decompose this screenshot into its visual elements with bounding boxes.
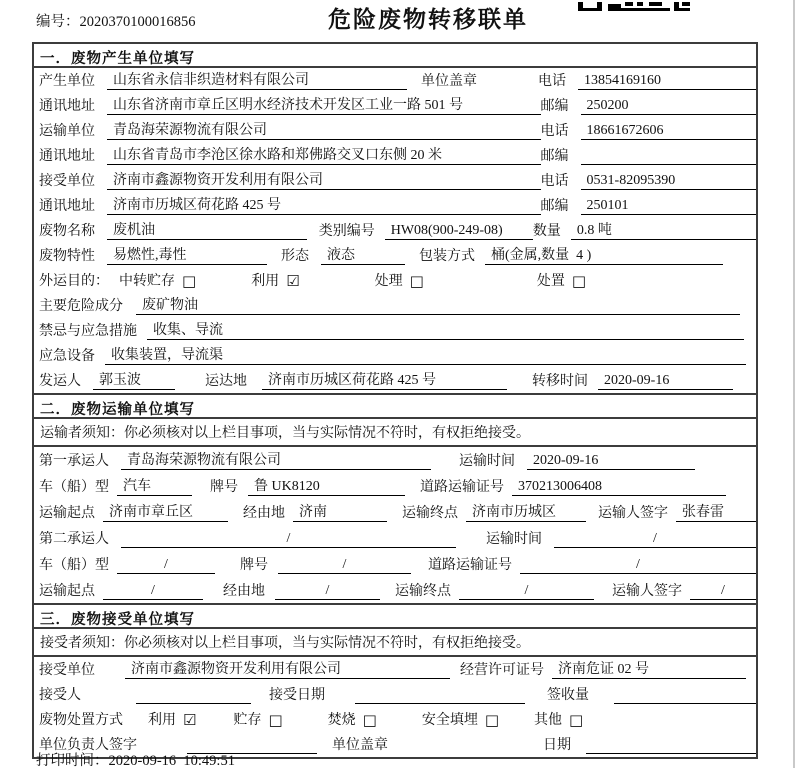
waste-name-field[interactable]: 废机油 <box>107 221 307 240</box>
shipper-row <box>34 368 756 393</box>
producer-seal-label: 单位盖章 <box>421 74 477 89</box>
route2-sign-field[interactable]: / <box>690 581 756 600</box>
carrier1-label: 第一承运人 <box>39 454 109 469</box>
purpose-option-dispose <box>537 270 586 290</box>
received-qty-field[interactable] <box>614 685 756 704</box>
waste-name-row <box>34 218 756 243</box>
section-producer <box>32 42 758 395</box>
receiver-row <box>34 168 756 193</box>
vehicle2-license-field[interactable]: / <box>520 555 756 574</box>
receive-unit-row <box>34 657 756 682</box>
carrier1-time-label: 运输时间 <box>459 454 515 469</box>
equipment-field[interactable]: 收集装置，导流渠 <box>105 346 746 365</box>
sign-date-field[interactable] <box>586 735 756 754</box>
purpose-option-transfer-storage <box>119 270 196 290</box>
disposal-option-storage <box>233 709 282 729</box>
vehicle1-plate-label: 牌号 <box>210 480 238 495</box>
waste-pack-field[interactable]: 桶(金属,数量 4 ) <box>485 246 723 265</box>
option-label: 焚烧 <box>327 713 356 728</box>
route1-row <box>34 499 756 525</box>
route2-via-label: 经由地 <box>223 584 265 599</box>
sign-date-label: 日期 <box>543 738 571 753</box>
taboo-label: 禁忌与应急措施 <box>39 324 137 339</box>
producer-zip-label: 邮编 <box>540 99 569 114</box>
option-label: 处置 <box>536 274 565 289</box>
disposal-other-checkbox[interactable]: □ <box>569 711 584 729</box>
option-label: 其他 <box>534 713 563 728</box>
shipper-dest-label: 运达地 <box>205 374 247 389</box>
route2-via-field[interactable]: / <box>275 581 380 600</box>
transporter-phone-field[interactable]: 18661672606 <box>581 121 756 140</box>
route1-sign-label: 运输人签字 <box>598 506 668 521</box>
purpose-row <box>34 268 756 293</box>
route1-start-label: 运输起点 <box>39 506 95 521</box>
receiver-zip-label: 邮编 <box>540 199 569 214</box>
form-body <box>32 42 758 759</box>
hazard-row <box>34 293 756 318</box>
doc-number-value: 2020370100016856 <box>79 14 196 30</box>
route1-start-field[interactable]: 济南市章丘区 <box>103 503 228 522</box>
accept-date-label: 接受日期 <box>269 688 325 703</box>
waste-props-row <box>34 243 756 268</box>
vehicle2-type-label: 车（船）型 <box>39 558 109 573</box>
vehicle2-license-label: 道路运输证号 <box>428 558 512 573</box>
vehicle1-license-label: 道路运输证号 <box>420 480 504 495</box>
vehicle1-license-field[interactable]: 370213006408 <box>512 477 726 496</box>
treat-checkbox[interactable]: □ <box>409 272 424 290</box>
received-qty-label: 签收量 <box>547 688 589 703</box>
section-receive <box>32 603 758 759</box>
route1-sign-field[interactable]: 张春雷 <box>676 503 756 522</box>
waste-form-label: 形态 <box>281 249 309 264</box>
transporter-value-field[interactable]: 青岛海荣源物流有限公司 <box>107 121 541 140</box>
producer-address-row <box>34 93 756 118</box>
vehicle1-row <box>34 473 756 499</box>
permit-field[interactable]: 济南危证 02 号 <box>552 660 746 679</box>
receiver-phone-field[interactable]: 0531-82095390 <box>581 171 756 190</box>
route1-end-label: 运输终点 <box>402 506 458 521</box>
option-label: 利用 <box>148 713 176 728</box>
receiver-zip-field[interactable]: 250101 <box>581 196 756 215</box>
route2-start-label: 运输起点 <box>39 584 95 599</box>
route1-via-field[interactable]: 济南 <box>293 503 387 522</box>
equipment-row <box>34 343 756 368</box>
print-time-value: 2020-09-16 10:49:51 <box>108 753 235 768</box>
acceptor-name-field[interactable] <box>136 685 251 704</box>
producer-phone-field[interactable]: 13854169160 <box>578 71 756 90</box>
shipper-dest-field[interactable]: 济南市历城区荷花路 425 号 <box>262 371 507 390</box>
receiver-label: 接受单位 <box>39 174 95 189</box>
hazard-label: 主要危险成分 <box>39 299 123 314</box>
route1-via-label: 经由地 <box>243 506 285 521</box>
option-label: 贮存 <box>233 713 262 728</box>
vehicle1-type-field[interactable]: 汽车 <box>117 477 192 496</box>
waste-pack-label: 包装方式 <box>419 249 475 264</box>
waste-name-label: 废物名称 <box>39 224 95 239</box>
disposal-option-landfill <box>422 709 499 729</box>
shipper-name-field[interactable]: 郭玉波 <box>93 371 175 390</box>
qr-code-fragment <box>578 0 690 16</box>
transport-notice: 运输者须知：你必须核对以上栏目事项，当与实际情况不符时，有权拒绝接受。 <box>34 419 756 447</box>
disposal-incinerate-checkbox[interactable]: □ <box>362 711 377 729</box>
transporter-zip-field[interactable] <box>581 146 756 165</box>
unit-seal-label: 单位盖章 <box>332 738 388 753</box>
receive-notice: 接受者须知：你必须核对以上栏目事项，当与实际情况不符时，有权拒绝接受。 <box>34 629 756 657</box>
disposal-storage-checkbox[interactable]: □ <box>268 711 283 729</box>
transporter-zip-label: 邮编 <box>540 149 569 164</box>
route1-end-field[interactable]: 济南市历城区 <box>466 503 586 522</box>
transporter-phone-label: 电话 <box>540 124 569 139</box>
print-time-label: 打印时间： <box>36 753 109 768</box>
carrier2-time-label: 运输时间 <box>486 532 542 547</box>
receiver-address-row <box>34 193 756 218</box>
waste-props-field[interactable]: 易燃性,毒性 <box>107 246 267 265</box>
route2-row <box>34 577 756 603</box>
permit-label: 经营许可证号 <box>460 663 544 678</box>
section-transport <box>32 393 758 605</box>
vehicle2-row <box>34 551 756 577</box>
receiver-address-field[interactable]: 济南市历城区荷花路 425 号 <box>107 196 541 215</box>
producer-label: 产生单位 <box>39 74 95 89</box>
waste-code-label: 类别编号 <box>318 224 375 239</box>
waste-code-field[interactable]: HW08(900-249-08) <box>385 221 533 240</box>
waste-props-label: 废物特性 <box>39 249 95 264</box>
section1-heading: 一．废物产生单位填写 <box>34 44 756 68</box>
acceptor-label: 接受人 <box>39 688 81 703</box>
taboo-field[interactable]: 收集、导流 <box>147 321 744 340</box>
print-time <box>36 749 235 768</box>
disposal-option-incinerate <box>328 709 377 729</box>
carrier2-row <box>34 525 756 551</box>
receiver-value-field[interactable]: 济南市鑫源物资开发利用有限公司 <box>107 171 541 190</box>
vehicle1-plate-field[interactable]: 鲁 UK8120 <box>248 477 405 496</box>
section3-heading: 三．废物接受单位填写 <box>34 605 756 629</box>
purpose-label: 外运目的： <box>39 274 109 289</box>
producer-value-field[interactable]: 山东省永信非织造材料有限公司 <box>107 71 407 90</box>
transporter-label: 运输单位 <box>39 124 95 139</box>
route2-end-field[interactable]: / <box>459 581 594 600</box>
hazard-field[interactable]: 废矿物油 <box>136 296 740 315</box>
acceptor-row <box>34 682 756 707</box>
carrier1-row <box>34 447 756 473</box>
receive-unit-field[interactable]: 济南市鑫源物资开发利用有限公司 <box>125 660 450 679</box>
purpose-option-utilize <box>251 270 299 290</box>
shipper-time-field[interactable]: 2020-09-16 <box>598 371 733 390</box>
carrier2-label: 第二承运人 <box>39 532 109 547</box>
carrier1-name-field[interactable]: 青岛海荣源物流有限公司 <box>121 451 431 470</box>
section2-heading: 二．废物运输单位填写 <box>34 395 756 419</box>
producer-address-label: 通讯地址 <box>39 99 95 114</box>
shipper-time-label: 转移时间 <box>532 374 588 389</box>
producer-row <box>34 68 756 93</box>
disposal-utilize-checkbox[interactable]: ☑ <box>183 711 197 729</box>
vehicle1-type-label: 车（船）型 <box>39 480 109 495</box>
equipment-label: 应急设备 <box>39 349 95 364</box>
route2-start-field[interactable]: / <box>103 581 203 600</box>
producer-zip-field[interactable]: 250200 <box>581 96 756 115</box>
transporter-row <box>34 118 756 143</box>
route2-sign-label: 运输人签字 <box>612 584 682 599</box>
carrier1-time-field[interactable]: 2020-09-16 <box>527 451 695 470</box>
carrier2-name-field[interactable]: / <box>121 529 456 548</box>
utilize-checkbox[interactable]: ☑ <box>286 272 300 290</box>
page-edge-line <box>793 0 795 768</box>
disposal-option-utilize <box>148 709 196 729</box>
doc-number <box>36 10 196 31</box>
receiver-address-label: 通讯地址 <box>39 199 95 214</box>
transporter-address-label: 通讯地址 <box>39 149 95 164</box>
waste-qty-field[interactable]: 0.8 吨 <box>571 221 756 240</box>
option-label: 中转贮存 <box>119 274 175 289</box>
waste-qty-label: 数量 <box>532 224 561 239</box>
vehicle2-plate-label: 牌号 <box>240 558 268 573</box>
responsible-sign-label: 单位负责人签字 <box>39 738 137 753</box>
doc-number-label: 编号： <box>36 14 80 30</box>
producer-address-field[interactable]: 山东省济南市章丘区明水经济技术开发区工业一路 501 号 <box>107 96 541 115</box>
vehicle2-type-field[interactable]: / <box>117 555 215 574</box>
purpose-option-treat <box>375 270 424 290</box>
waste-form-field[interactable]: 液态 <box>321 246 405 265</box>
transporter-address-row <box>34 143 756 168</box>
disposal-landfill-checkbox[interactable]: □ <box>484 711 500 729</box>
accept-date-field[interactable] <box>355 685 525 704</box>
transporter-address-field[interactable]: 山东省青岛市李沧区徐水路和郑佛路交叉口东侧 20 米 <box>107 146 541 165</box>
receiver-phone-label: 电话 <box>540 174 569 189</box>
route2-end-label: 运输终点 <box>395 584 451 599</box>
option-label: 处理 <box>374 274 403 289</box>
dispose-checkbox[interactable]: □ <box>571 272 587 290</box>
vehicle2-plate-field[interactable]: / <box>278 555 411 574</box>
disposal-label: 废物处置方式 <box>39 713 123 728</box>
carrier2-time-field[interactable]: / <box>554 529 756 548</box>
page-title: 危险废物转移联单 <box>328 7 528 32</box>
taboo-row <box>34 318 756 343</box>
shipper-label: 发运人 <box>39 374 81 389</box>
transfer-storage-checkbox[interactable]: □ <box>182 272 197 290</box>
producer-phone-label: 电话 <box>538 74 566 89</box>
receive-unit-label: 接受单位 <box>39 663 95 678</box>
option-label: 安全填埋 <box>421 713 478 728</box>
disposal-option-other <box>534 709 583 729</box>
option-label: 利用 <box>251 274 280 289</box>
disposal-row <box>34 707 756 732</box>
